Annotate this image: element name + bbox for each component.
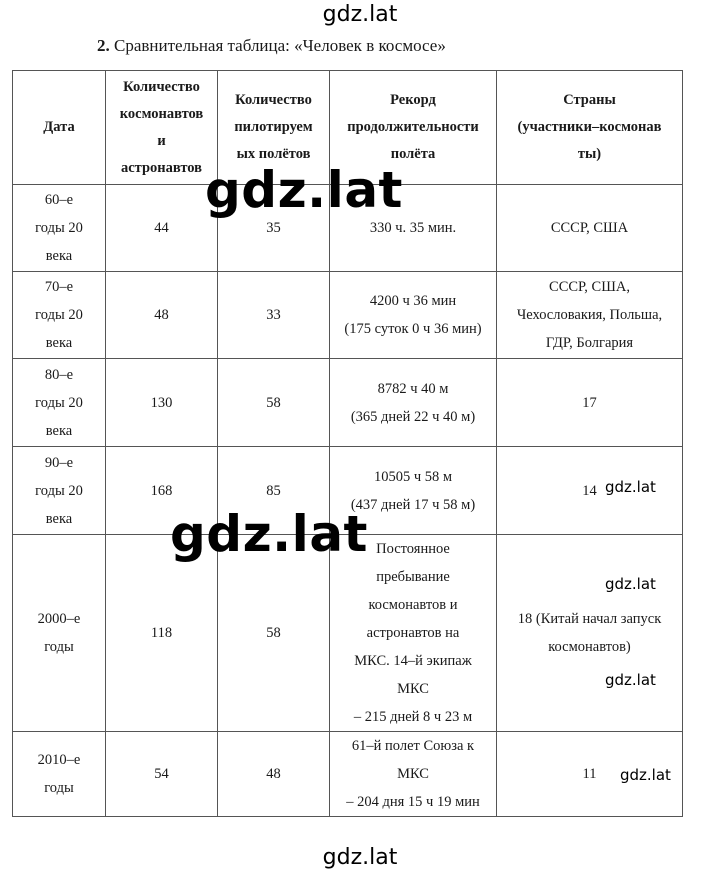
cell-date: 2010–е годы bbox=[13, 732, 106, 817]
header-cosmonauts-count: Количество космонавтов и астронавтов bbox=[106, 71, 218, 185]
header-date: Дата bbox=[13, 71, 106, 185]
cell-flights: 85 bbox=[218, 447, 330, 535]
cell-record: 8782 ч 40 м (365 дней 22 ч 40 м) bbox=[330, 359, 497, 447]
title-text: Сравнительная таблица: «Человек в космосе» bbox=[114, 36, 446, 55]
cell-date: 2000–е годы bbox=[13, 535, 106, 732]
table-row bbox=[13, 272, 683, 359]
cell-date: 60–е годы 20 века bbox=[13, 185, 106, 272]
watermark-bottom: gdz.lat bbox=[322, 845, 398, 870]
table-row bbox=[13, 359, 683, 447]
cell-countries: СССР, США, Чехословакия, Польша, ГДР, Болгария bbox=[497, 272, 683, 359]
cell-countries: 14 bbox=[497, 447, 683, 535]
table-row bbox=[13, 732, 683, 817]
watermark-small-3: gdz.lat bbox=[605, 671, 656, 689]
table-row bbox=[13, 535, 683, 732]
cell-countries: 17 bbox=[497, 359, 683, 447]
cell-flights: 58 bbox=[218, 535, 330, 732]
header-flights-count: Количество пилотируем ых полётов bbox=[218, 71, 330, 185]
header-duration-record: Рекорд продолжительности полёта bbox=[330, 71, 497, 185]
watermark-top: gdz.lat bbox=[322, 2, 398, 27]
header-countries: Страны (участники–космонав ты) bbox=[497, 71, 683, 185]
cell-record: 10505 ч 58 м (437 дней 17 ч 58 м) bbox=[330, 447, 497, 535]
cell-cosmonauts: 130 bbox=[106, 359, 218, 447]
cell-cosmonauts: 48 bbox=[106, 272, 218, 359]
cell-countries: 18 (Китай начал запуск космонавтов) bbox=[497, 535, 683, 732]
cell-flights: 35 bbox=[218, 185, 330, 272]
cell-record: 61–й полет Союза к МКС – 204 дня 15 ч 19 мин bbox=[330, 732, 497, 817]
cell-flights: 58 bbox=[218, 359, 330, 447]
page-title bbox=[97, 36, 446, 56]
cell-cosmonauts: 44 bbox=[106, 185, 218, 272]
cell-flights: 33 bbox=[218, 272, 330, 359]
cell-cosmonauts: 54 bbox=[106, 732, 218, 817]
cell-cosmonauts: 118 bbox=[106, 535, 218, 732]
watermark-small-1: gdz.lat bbox=[605, 478, 656, 496]
cell-date: 80–е годы 20 века bbox=[13, 359, 106, 447]
task-number: 2. bbox=[97, 36, 110, 55]
cell-countries: 11 bbox=[497, 732, 683, 817]
cell-record: 4200 ч 36 мин (175 суток 0 ч 36 мин) bbox=[330, 272, 497, 359]
cell-record: 330 ч. 35 мин. bbox=[330, 185, 497, 272]
watermark-large-1: gdz.lat bbox=[205, 161, 403, 219]
watermark-small-4: gdz.lat bbox=[620, 766, 671, 784]
cell-countries: СССР, США bbox=[497, 185, 683, 272]
watermark-large-2: gdz.lat bbox=[170, 505, 368, 563]
watermark-small-2: gdz.lat bbox=[605, 575, 656, 593]
cell-date: 70–е годы 20 века bbox=[13, 272, 106, 359]
cell-flights: 48 bbox=[218, 732, 330, 817]
cell-record: Постоянное пребывание космонавтов и астронавтов на МКС. 14–й экипаж МКС – 215 дней 8 ч 23 м bbox=[330, 535, 497, 732]
cell-cosmonauts: 168 bbox=[106, 447, 218, 535]
cell-date: 90–е годы 20 века bbox=[13, 447, 106, 535]
